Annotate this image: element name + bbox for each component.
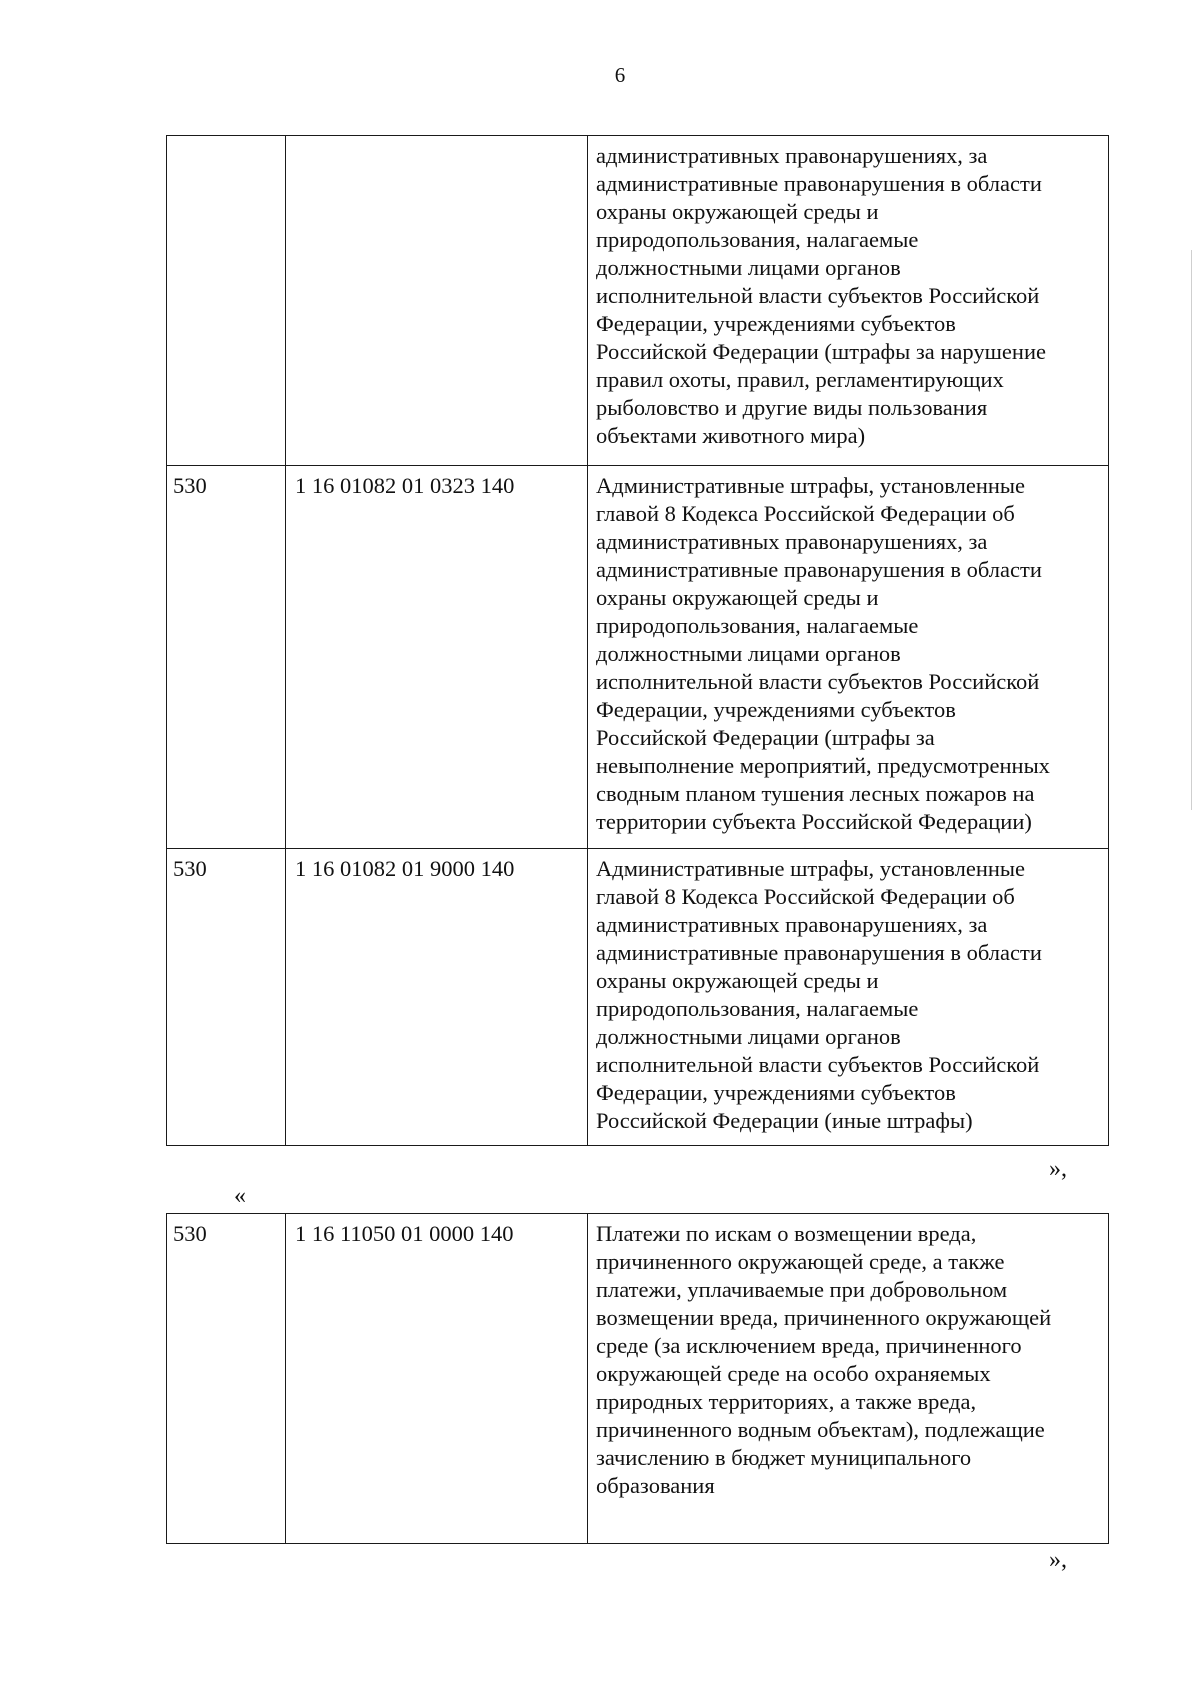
description-line: должностными лицами органов — [596, 255, 901, 280]
description-line: платежи, уплачиваемые при добровольном — [596, 1277, 1008, 1302]
description-line: Административные штрафы, установленные — [596, 856, 1026, 881]
admin-code-cell: 530 — [167, 1214, 286, 1544]
description-line: охраны окружающей среды и — [596, 199, 879, 224]
kbk-code-cell: 1 16 01082 01 9000 140 — [286, 849, 588, 1146]
revenue-codes-table-insert — [166, 1213, 1109, 1544]
table-row — [167, 849, 1109, 1146]
description-line: административные правонарушения в области — [596, 940, 1042, 965]
description-line: возмещении вреда, причиненного окружающей — [596, 1305, 1052, 1330]
description-line: Административные штрафы, установленные — [596, 473, 1026, 498]
description-line: исполнительной власти субъектов Российской — [596, 669, 1040, 694]
description-line: зачислению в бюджет муниципального — [596, 1445, 972, 1470]
description-cell — [588, 1214, 1109, 1544]
description-line: рыболовство и другие виды пользования — [596, 395, 988, 420]
opening-quote-mark: « — [234, 1183, 246, 1209]
admin-code-cell — [167, 136, 286, 466]
description-cell — [588, 849, 1109, 1146]
description-cell — [588, 136, 1109, 466]
description-line: Российской Федерации (штрафы за — [596, 725, 935, 750]
kbk-code-cell: 1 16 01082 01 0323 140 — [286, 466, 588, 849]
description-line: административные правонарушения в области — [596, 171, 1042, 196]
description-line: невыполнение мероприятий, предусмотренных — [596, 753, 1050, 778]
description-line: Платежи по искам о возмещении вреда, — [596, 1221, 977, 1246]
description-line: административных правонарушениях, за — [596, 143, 988, 168]
description-line: главой 8 Кодекса Российской Федерации об — [596, 501, 1015, 526]
kbk-code-cell — [286, 136, 588, 466]
description-line: природопользования, налагаемые — [596, 996, 919, 1021]
table-row — [167, 1214, 1109, 1544]
scan-edge-mark — [1191, 250, 1192, 810]
description-line: охраны окружающей среды и — [596, 968, 879, 993]
description-line: окружающей среде на особо охраняемых — [596, 1361, 991, 1386]
description-line: Российской Федерации (иные штрафы) — [596, 1108, 973, 1133]
description-line: Федерации, учреждениями субъектов — [596, 1080, 956, 1105]
description-line: исполнительной власти субъектов Российской — [596, 283, 1040, 308]
description-line: образования — [596, 1473, 715, 1498]
description-line: природных территориях, а также вреда, — [596, 1389, 977, 1414]
description-line: правил охоты, правил, регламентирующих — [596, 367, 1004, 392]
description-line: причиненного водным объектам), подлежащие — [596, 1417, 1045, 1442]
description-line: главой 8 Кодекса Российской Федерации об — [596, 884, 1015, 909]
description-line: природопользования, налагаемые — [596, 613, 919, 638]
admin-code-cell: 530 — [167, 849, 286, 1146]
description-line: должностными лицами органов — [596, 641, 901, 666]
description-line: административных правонарушениях, за — [596, 912, 988, 937]
description-line: исполнительной власти субъектов Российской — [596, 1052, 1040, 1077]
description-cell — [588, 466, 1109, 849]
description-line: объектами животного мира) — [596, 423, 866, 448]
closing-quote-mark: », — [1049, 1156, 1067, 1182]
description-line: должностными лицами органов — [596, 1024, 901, 1049]
table-row — [167, 466, 1109, 849]
description-line: Федерации, учреждениями субъектов — [596, 311, 956, 336]
description-line: территории субъекта Российской Федерации) — [596, 809, 1032, 834]
description-line: причиненного окружающей среде, а также — [596, 1249, 1005, 1274]
description-line: административные правонарушения в области — [596, 557, 1042, 582]
description-line: Федерации, учреждениями субъектов — [596, 697, 956, 722]
description-line: сводным планом тушения лесных пожаров на — [596, 781, 1035, 806]
revenue-codes-table-continuation — [166, 135, 1109, 1146]
description-line: Российской Федерации (штрафы за нарушение — [596, 339, 1046, 364]
kbk-code-cell: 1 16 11050 01 0000 140 — [286, 1214, 588, 1544]
page-number: 6 — [614, 63, 626, 87]
description-line: охраны окружающей среды и — [596, 585, 879, 610]
closing-quote-mark: », — [1049, 1547, 1067, 1573]
description-line: среде (за исключением вреда, причиненного — [596, 1333, 1022, 1358]
description-line: природопользования, налагаемые — [596, 227, 919, 252]
admin-code-cell: 530 — [167, 466, 286, 849]
table-row — [167, 136, 1109, 466]
description-line: административных правонарушениях, за — [596, 529, 988, 554]
